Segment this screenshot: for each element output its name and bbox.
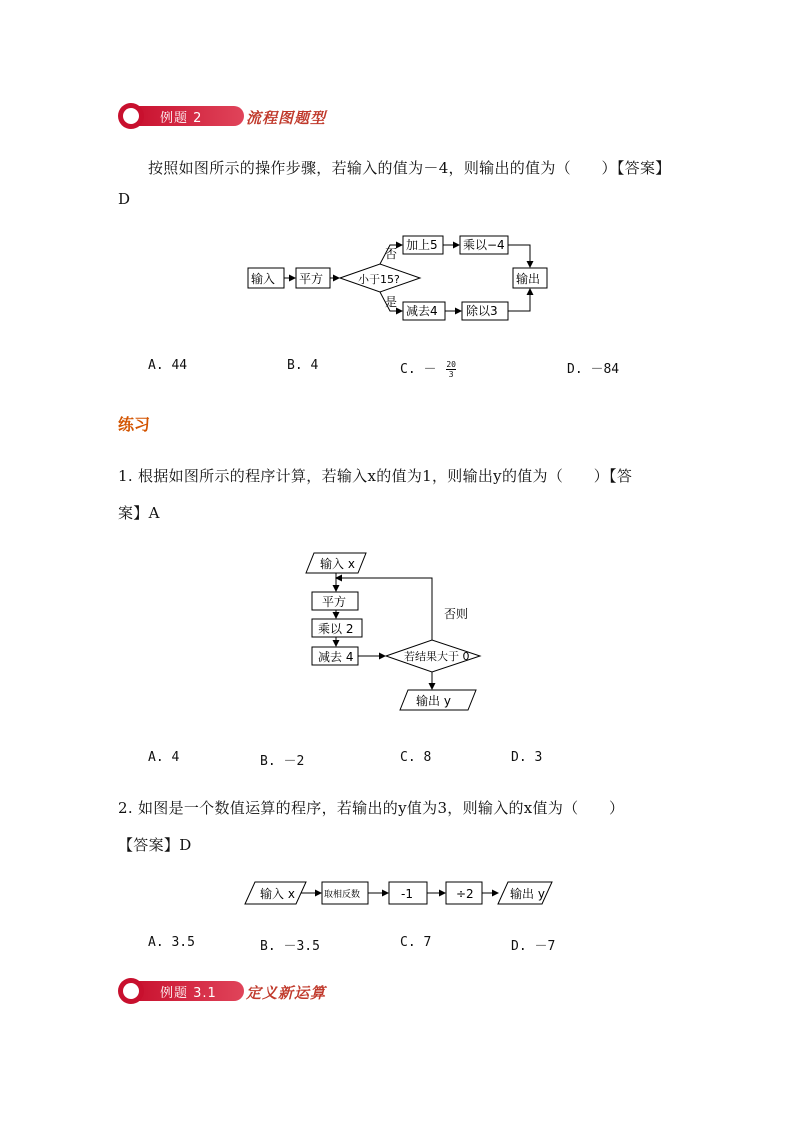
q1-flowchart — [296, 548, 496, 718]
q1-option-c: C. 8 — [400, 750, 432, 765]
flow-output-label: 输出 — [516, 272, 541, 286]
q1-input-label: 输入 x — [320, 557, 355, 571]
fraction-numerator: 20 — [446, 360, 456, 369]
q2-input-label: 输入 x — [260, 887, 295, 901]
flow-yes-label: 是 — [385, 295, 398, 309]
example-2-option-a: A. 44 — [148, 358, 188, 373]
q1-text-line1: 1. 根据如图所示的程序计算，若输入x的值为1，则输出y的值为（ ）【答 — [118, 467, 633, 485]
example-2-question: 按照如图所示的操作步骤，若输入的值为－4，则输出的值为（ ）【答案】 — [148, 159, 671, 177]
q2-minus1-label: -1 — [401, 887, 413, 901]
q1-option-d: D. 3 — [511, 750, 543, 765]
q1-option-a: A. 4 — [148, 750, 180, 765]
example-3-banner — [118, 978, 248, 1004]
q2-output-label: 输出 y — [510, 887, 545, 901]
q2-text-line2: 【答案】D — [118, 836, 192, 854]
q1-output-label: 输出 y — [416, 694, 451, 708]
practice-heading: 练习 — [118, 415, 151, 434]
flow-condition-label: 小于15? — [358, 273, 400, 286]
q1-otherwise-label: 否则 — [444, 607, 469, 621]
q1-times2-label: 乘以 2 — [318, 622, 354, 636]
flow-minus4-label: 减去4 — [406, 304, 438, 318]
banner-swirl-icon — [118, 103, 144, 129]
q1-condition-label: 若结果大于 0 — [404, 650, 470, 663]
option-c-fraction — [446, 360, 456, 379]
q2-option-a: A. 3.5 — [148, 935, 195, 950]
q2-text-line1: 2. 如图是一个数值运算的程序，若输出的y值为3，则输入的x值为（ ） — [118, 799, 625, 817]
fraction-denominator: 3 — [448, 370, 454, 379]
flow-div3-label: 除以3 — [466, 304, 498, 318]
q2-negate-label: 取相反数 — [324, 890, 361, 900]
example-3-title: 定义新运算 — [246, 984, 327, 1002]
banner-swirl-icon — [118, 978, 144, 1004]
example-2-banner — [118, 103, 248, 129]
q2-div2-label: ÷2 — [456, 887, 474, 901]
q2-option-d: D. －7 — [511, 939, 556, 954]
banner-label: 例题 3.1 — [160, 986, 217, 1001]
example-2-flowchart — [240, 228, 560, 328]
q2-option-c: C. 7 — [400, 935, 432, 950]
example-2-option-b: B. 4 — [287, 358, 319, 373]
flow-no-label: 否 — [385, 247, 398, 261]
q1-minus4-label: 减去 4 — [318, 650, 354, 664]
q2-option-b: B. －3.5 — [260, 939, 320, 954]
q1-text-line2: 案】A — [118, 504, 160, 522]
flow-input-label: 输入 — [251, 272, 276, 286]
example-2-option-c — [400, 358, 456, 379]
q1-option-b: B. －2 — [260, 754, 305, 769]
example-2-title: 流程图题型 — [246, 109, 327, 127]
example-2-answer: D — [118, 190, 131, 208]
flow-times-label: 乘以−4 — [463, 238, 505, 252]
q1-square-label: 平方 — [322, 595, 347, 609]
flow-add5-label: 加上5 — [406, 238, 438, 252]
flow-square-label: 平方 — [299, 272, 324, 286]
q2-flowchart — [240, 876, 560, 912]
option-c-prefix: C. － — [400, 362, 437, 377]
banner-label: 例题 2 — [160, 111, 203, 126]
example-2-option-d: D. －84 — [567, 362, 620, 377]
